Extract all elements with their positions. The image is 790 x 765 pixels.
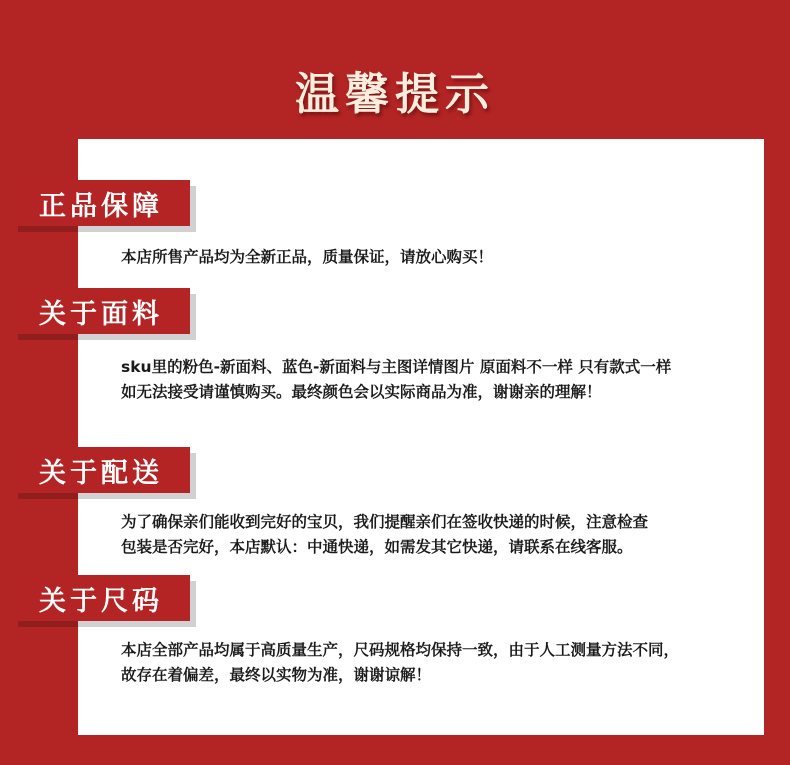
section-text-authentic — [121, 245, 751, 270]
section-line: sku里的粉色-新面料、蓝色-新面料与主图详情图片 原面料不一样 只有款式一样 — [121, 358, 672, 376]
section-heading-delivery: 关于配送 — [12, 447, 190, 493]
section-heading-authentic: 正品保障 — [12, 180, 190, 226]
section-line: 包装是否完好，本店默认：中通快递，如需发其它快递，请联系在线客服。 — [121, 538, 633, 556]
section-text-delivery — [121, 510, 751, 560]
section-line: 本店全部产品均属于高质量生产，尺码规格均保持一致，由于人工测量方法不同， — [121, 641, 680, 659]
section-line: 本店所售产品均为全新正品，质量保证，请放心购买！ — [121, 248, 494, 266]
page-title: 温馨提示 — [295, 69, 495, 120]
section-text-size — [121, 638, 751, 688]
section-line: 如无法接受请谨慎购买。最终颜色会以实际商品为准，谢谢亲的理解！ — [121, 383, 602, 401]
section-heading-size: 关于尺码 — [12, 575, 190, 621]
section-text-fabric — [121, 355, 751, 405]
section-line: 为了确保亲们能收到完好的宝贝，我们提醒亲们在签收快递的时候，注意检查 — [121, 513, 649, 531]
section-heading-fabric: 关于面料 — [12, 288, 190, 334]
section-line: 故存在着偏差，最终以实物为准，谢谢谅解！ — [121, 666, 432, 684]
